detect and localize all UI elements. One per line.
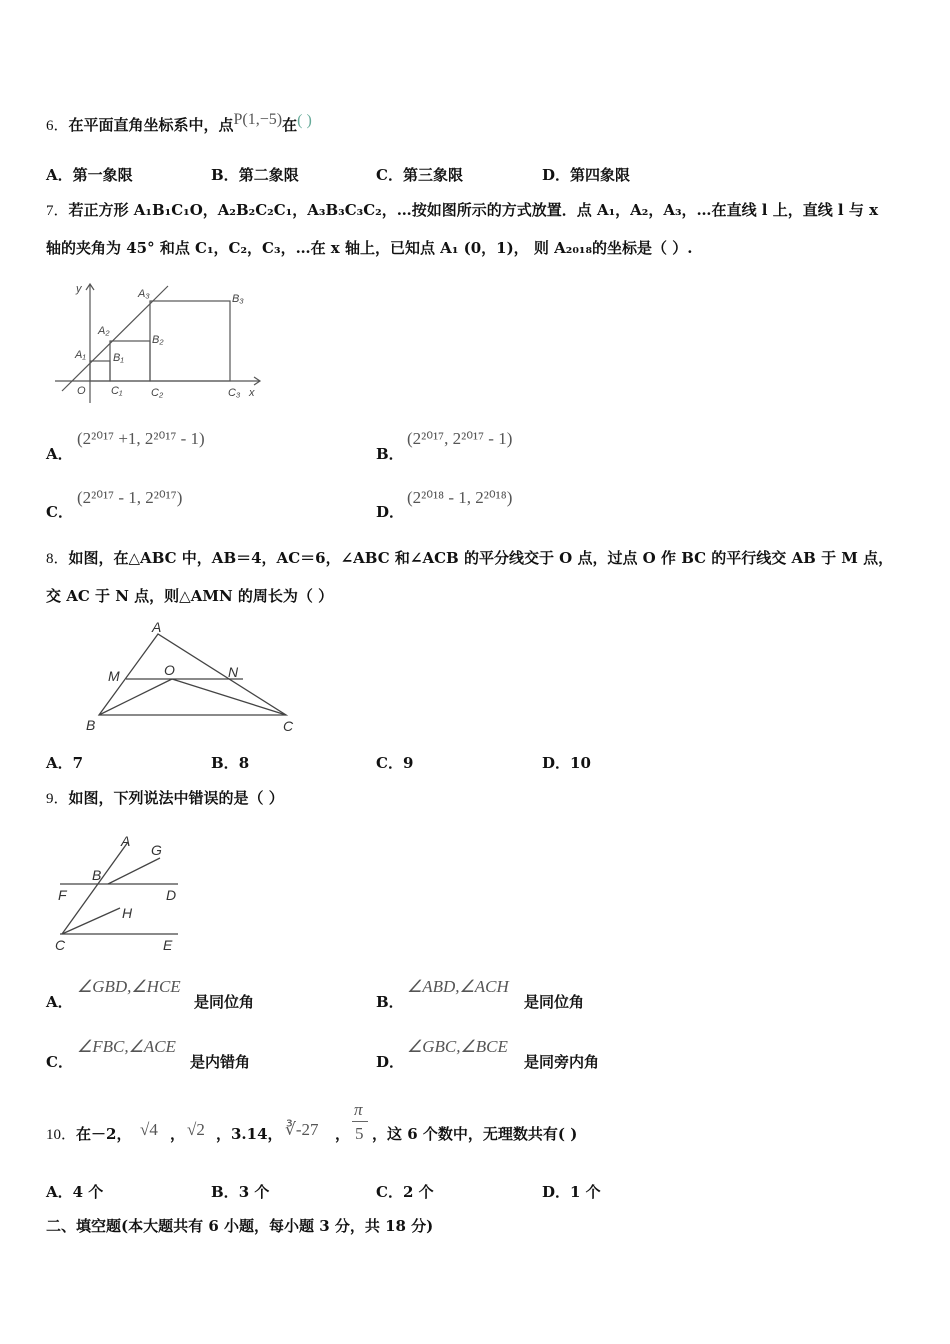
q10-cbrt: ∛-27 [285, 1120, 319, 1139]
q9-option-b[interactable]: B． [376, 993, 404, 1011]
q9-text: 如图，下列说法中错误的是（ ） [68, 789, 284, 807]
label-m: M [108, 668, 120, 684]
q7-option-a-expr: (2²⁰¹⁷ +1, 2²⁰¹⁷ - 1) [77, 429, 205, 448]
label-o: O [164, 662, 175, 678]
q7-line1 [46, 199, 878, 220]
label-c1: C₁ [111, 385, 123, 397]
q9-option-c-text: 是内错角 [190, 1053, 251, 1071]
q7-option-c-expr: (2²⁰¹⁷ - 1, 2²⁰¹⁷) [77, 488, 183, 507]
q6-option-a[interactable]: A．第一象限 [46, 166, 133, 184]
q10-sep1: ， [170, 1125, 186, 1143]
q6-option-d[interactable]: D．第四象限 [542, 166, 631, 184]
label-d: D [166, 887, 177, 903]
label-b: B [86, 717, 96, 733]
q10-stem-start [46, 1123, 131, 1144]
q10-frac-num: π [354, 1100, 363, 1119]
q7-option-c[interactable]: C． [46, 503, 73, 521]
line-ca [62, 842, 128, 934]
q7-option-d[interactable]: D． [376, 503, 405, 521]
q7-option-d-expr: (2²⁰¹⁸ - 1, 2²⁰¹⁸) [407, 488, 513, 507]
q10-sep2: ，3.14， [216, 1125, 283, 1143]
label-b1: B₁ [113, 352, 124, 364]
q10-frac-den: 5 [355, 1124, 364, 1143]
q9-figure [50, 832, 190, 956]
label-e: E [163, 937, 173, 953]
q9-option-d[interactable]: D． [376, 1053, 405, 1071]
q7-option-a[interactable]: A． [46, 445, 73, 463]
label-b: B [92, 867, 102, 883]
q9-stem [46, 787, 284, 808]
label-b3: B₃ [232, 293, 244, 305]
q10-frac-bar [352, 1121, 368, 1122]
q9-option-a-text: 是同位角 [194, 993, 255, 1011]
label-a: A [152, 619, 162, 635]
label-x: x [249, 387, 255, 399]
q8-line2: 交 AC 于 N 点，则△AMN 的周长为（ ） [46, 587, 334, 605]
q6-option-c[interactable]: C．第三象限 [376, 166, 463, 184]
q8-option-a[interactable]: A．7 [46, 754, 84, 772]
q9-option-c[interactable]: C． [46, 1053, 73, 1071]
q7-option-b[interactable]: B． [376, 445, 404, 463]
q9-option-d-text: 是同旁内角 [524, 1053, 600, 1071]
q9-option-a-expr: ∠GBD,∠HCE [77, 977, 181, 996]
q9-option-a[interactable]: A． [46, 993, 73, 1011]
label-g: G [151, 842, 162, 858]
q10-text-end: ，这 6 个数中，无理数共有( ) [372, 1125, 578, 1143]
label-n: N [228, 664, 239, 680]
q7-option-b-expr: (2²⁰¹⁷, 2²⁰¹⁷ - 1) [407, 429, 513, 448]
q9-option-b-expr: ∠ABD,∠ACH [407, 977, 509, 996]
q10-number: 10． [46, 1127, 77, 1143]
q8-option-b[interactable]: B．8 [211, 754, 250, 772]
q6-stem [46, 111, 312, 135]
q6-number: 6． [46, 118, 69, 134]
q7-line2: 轴的夹角为 45° 和点 C₁，C₂，C₃，…在 x 轴上，已知点 A₁ (0，1)， 则 A₂₀₁₈的坐标是（ ）. [46, 239, 693, 257]
label-b2: B₂ [152, 334, 164, 346]
q8-number: 8． [46, 551, 69, 567]
label-f: F [58, 887, 67, 903]
label-a: A [121, 833, 131, 849]
q9-option-c-expr: ∠FBC,∠ACE [77, 1037, 176, 1056]
q8-line1 [46, 547, 893, 568]
q8-text-line1: 如图，在△ABC 中，AB＝4，AC＝6，∠ABC 和∠ACB 的平分线交于 O 点，过点 O 作 BC 的平行线交 AB 于 M 点， [68, 549, 894, 567]
q10-option-d[interactable]: D．1 个 [542, 1183, 601, 1201]
square-1 [90, 361, 110, 381]
bisector-bo [99, 679, 172, 715]
q6-text: 在平面直角坐标系中，点 [68, 116, 234, 134]
section-2-title: 二、填空题(本大题共有 6 小题，每小题 3 分，共 18 分) [46, 1217, 434, 1235]
q9-option-b-text: 是同位角 [524, 993, 585, 1011]
q9-number: 9． [46, 791, 69, 807]
q7-number: 7． [46, 203, 69, 219]
q8-option-d[interactable]: D．10 [542, 754, 591, 772]
label-c3: C₃ [228, 387, 241, 399]
q10-sqrt4: √4 [140, 1120, 158, 1139]
q6-paren: ( ) [297, 112, 312, 129]
q9-option-d-expr: ∠GBC,∠BCE [407, 1037, 508, 1056]
triangle-abc [99, 634, 286, 715]
label-y: y [76, 283, 82, 295]
q10-sep3: ， [335, 1125, 351, 1143]
q6-point: P(1,−5) [233, 111, 283, 128]
label-c: C [55, 937, 66, 953]
q8-option-c[interactable]: C．9 [376, 754, 414, 772]
q10-option-b[interactable]: B．3 个 [211, 1183, 270, 1201]
ray-bg [108, 858, 160, 884]
label-h: H [122, 905, 133, 921]
label-c: C [283, 718, 294, 734]
label-a3: A₃ [138, 288, 150, 300]
q8-figure [80, 618, 310, 740]
q7-figure [50, 278, 270, 406]
q7-text-line1: 若正方形 A₁B₁C₁O，A₂B₂C₂C₁，A₃B₃C₃C₂，…按如图所示的方式放置．点 A₁，A₂，A₃，…在直线 l 上，直线 l 与 x [68, 201, 879, 219]
bisector-co [172, 679, 286, 715]
label-a2: A₂ [98, 325, 110, 337]
q6-option-b[interactable]: B．第二象限 [211, 166, 299, 184]
q10-text-start: 在－2， [76, 1125, 132, 1143]
q10-sqrt2: √2 [187, 1120, 205, 1139]
label-a1: A₁ [75, 349, 86, 361]
q6-text-after: 在 [282, 116, 298, 134]
label-c2: C₂ [151, 387, 164, 399]
q10-option-c[interactable]: C．2 个 [376, 1183, 434, 1201]
q10-option-a[interactable]: A．4 个 [46, 1183, 104, 1201]
label-o: O [77, 385, 86, 397]
